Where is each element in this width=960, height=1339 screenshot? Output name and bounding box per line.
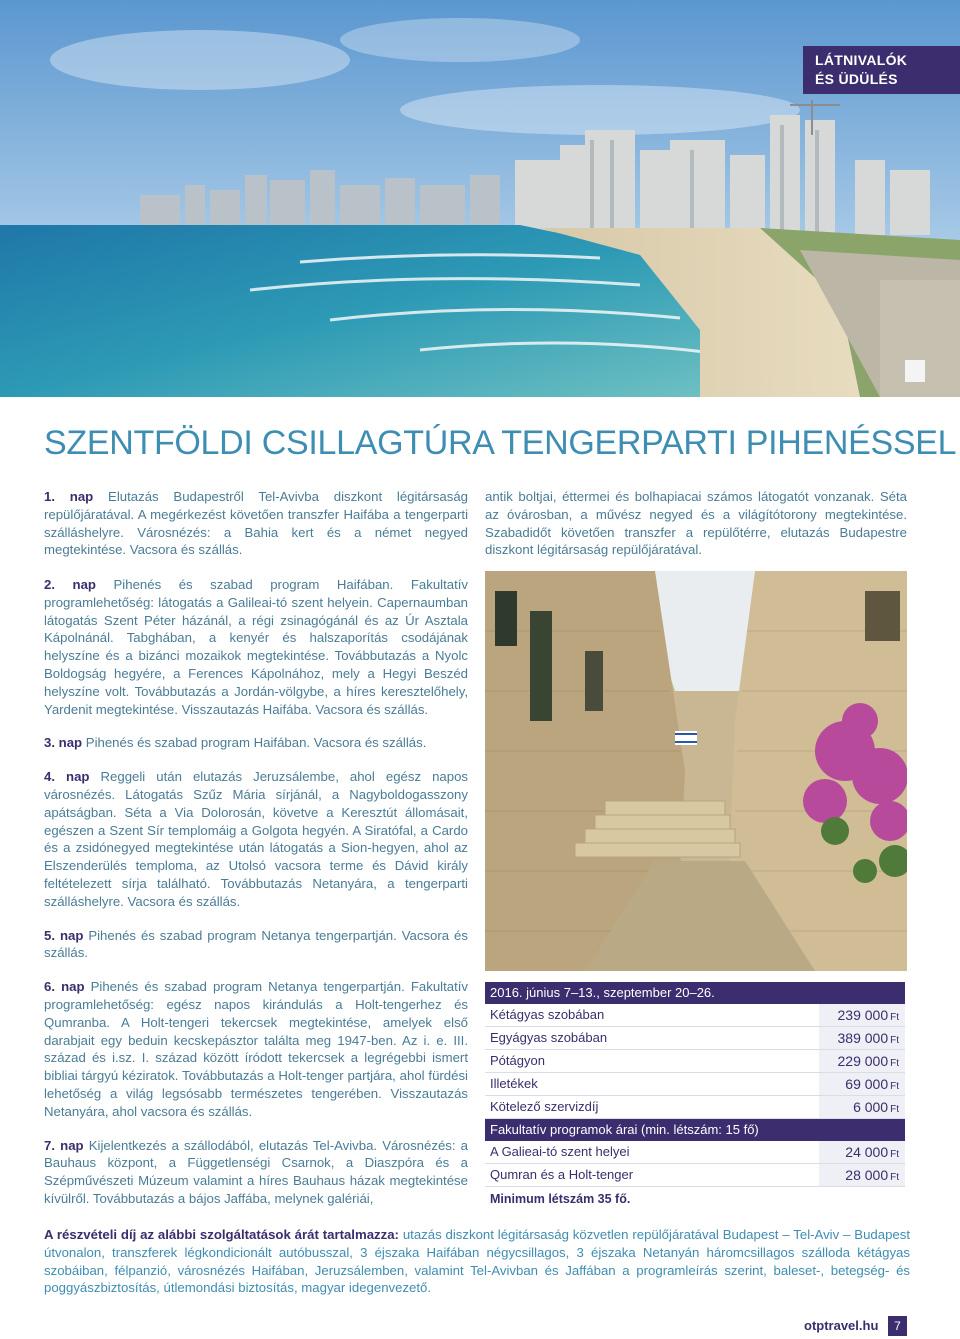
optional-price-row (485, 1164, 905, 1187)
price-unit: Ft (890, 1081, 899, 1092)
price-label: Egyágyas szobában (490, 1030, 608, 1045)
day-label: 3. nap (44, 735, 83, 751)
day-label: 1. nap (44, 489, 94, 504)
day-7-continuation: antik boltjai, éttermei és bolhapiacai számos látogatót vonzanak. Séta az óvárosban, a művész negyed és a világítótorony megtekintése. Szabadidőt követően transzfer a repülőtérre, elutazás Budapestre diszkont légitársaság repülőjáratával. (485, 489, 907, 558)
included-services-text: utazás diszkont légitársaság közvetlen repülőjáratával Budapest – Tel-Aviv – Budapest útvonalon, transzferek légkondicionált autóbusszal, 3 éjszaka Haifában négycsillagos, 3 éjszaka Netanyán háromcsillagos szálloda kétágyas szobáiban, félpanzió, városnézés Haifában, Jeruzsálemben, valamint Tel-Avivban és Jaffában a programleírás szerint, baleset-, betegség- és poggyászbiztosítás, útlemondási biztosítás, magyar idegenvezető. (44, 1227, 911, 1296)
itinerary-column-left-top (44, 488, 468, 575)
category-badge (803, 46, 960, 94)
page-title: SZENTFÖLDI CSILLAGTÚRA TENGERPARTI PIHENÉSSEL (44, 424, 957, 462)
day-1 (44, 488, 468, 559)
price-value (819, 1096, 905, 1118)
price-row (485, 1050, 905, 1073)
price-value (819, 1027, 905, 1049)
price-amount: 28 000 (845, 1167, 889, 1183)
price-label: Kötelező szervizdíj (490, 1099, 599, 1114)
price-unit: Ft (890, 1035, 899, 1046)
day-label: 7. nap (44, 1137, 84, 1153)
day-text: Reggeli után elutazás Jeruzsálembe, ahol egész napos városnézés. Látogatás Szűz Mária sírjánál, a Nagyboldogasszony apátságban. Séta a Via Dolorosán, követve a Keresztút állomásait, egészen a Szent Sír templomáig a Golgota hegyén. A Siratófal, a Cardo és a zsidónegyed megtekintése után látogatás a Sion-hegyen, ahol az Elszenderülés temploma, az Utolsó vacsora terme és Dávid király feltételezett sírja található. Továbbutazás Netanyára, a tengerparti szálláshelyre. Vacsora és szállás. (44, 769, 469, 909)
price-value (819, 1050, 905, 1072)
price-unit: Ft (890, 1058, 899, 1069)
page-number: 7 (888, 1316, 907, 1336)
badge-line-2: ÉS ÜDÜLÉS (815, 71, 898, 87)
day-3 (44, 734, 468, 752)
price-label: Pótágyon (490, 1053, 545, 1068)
hero-photo-tel-aviv-coast (0, 0, 960, 397)
day-6 (44, 978, 468, 1120)
price-label: A Galieai-tó szent helyei (490, 1144, 630, 1159)
price-value (819, 1004, 905, 1026)
price-amount: 6 000 (853, 1099, 889, 1115)
minimum-participants: Minimum létszám 35 fő. (490, 1192, 631, 1206)
itinerary-column-left (44, 576, 468, 1224)
day-text: Pihenés és szabad program Haifában. Fakultatív programlehetőség: látogatás a Galileai-tó szent helyein. Capernaumban látogatás Szent Péter házánál, a régi zsinagógánál és az Úr Asztala Kápolnánál. Tabghában, a kenyér és halszaporítás csodájának helyszíne és a bizánci mozaikok megtekintése. Továbbutazás a Nyolc Boldogság hegyére, a Ferences Kápolnához, mely a Hegyi Beszéd helyszíne volt. Továbbutazás a Jordán-völgybe, a híres keresztelőhely, Yardenit megtekintése. Visszautazás Haifába. Vacsora és szállás. (44, 577, 468, 717)
price-label: Kétágyas szobában (490, 1007, 605, 1022)
price-row (485, 1073, 905, 1096)
day-label: 6. nap (44, 979, 85, 995)
price-amount: 389 000 (837, 1030, 889, 1046)
price-label: Qumran és a Holt-tenger (490, 1167, 634, 1182)
photo-jaffa-alley (485, 571, 907, 971)
price-value (819, 1141, 905, 1163)
day-5 (44, 927, 468, 963)
day-text: Kijelentkezés a szállodából, elutazás Tel-Avivba. Városnézés: a Bauhaus központ, a Függetlenségi Csarnok, a Diaszpóra és a Szépművészeti Múzeum valamint a híres Bauhaus házak megtekintése kívülről. Továbbutazás a bájos Jaffába, melynek galériái, (44, 1137, 469, 1206)
price-row (485, 1096, 905, 1119)
price-amount: 69 000 (845, 1076, 889, 1092)
day-text: Pihenés és szabad program Netanya tengerpartján. Vacsora és szállás. (44, 927, 468, 961)
price-amount: 239 000 (837, 1007, 889, 1023)
price-row (485, 1004, 905, 1027)
day-7 (44, 1137, 468, 1208)
price-row (485, 1027, 905, 1050)
badge-line-1: LÁTNIVALÓK (815, 52, 908, 68)
itinerary-column-right (485, 488, 907, 575)
price-unit: Ft (890, 1149, 899, 1160)
day-label: 5. nap (44, 927, 84, 943)
price-amount: 24 000 (845, 1144, 889, 1160)
optional-programs-header: Fakultatív programok árai (min. létszám: 15 fő) (485, 1119, 905, 1141)
day-label: 2. nap (44, 577, 96, 592)
price-table-dates: 2016. június 7–13., szeptember 20–26. (485, 982, 905, 1004)
price-unit: Ft (890, 1012, 899, 1023)
price-unit: Ft (890, 1104, 899, 1115)
day-text: Elutazás Budapestről Tel-Avivba diszkont légitársaság repülőjáratával. A megérkezést követően transzfer Haifába a tengerparti szálláshelyre. Városnézés: a Bahia kert és a német negyed megtekintése. Vacsora és szállás. (44, 489, 469, 558)
website-link[interactable]: otptravel.hu (804, 1318, 879, 1333)
day-text: Pihenés és szabad program Haifában. Vacsora és szállás. (82, 735, 427, 751)
price-value (819, 1073, 905, 1095)
day-2 (44, 576, 468, 718)
included-services-lead: A részvételi díj az alábbi szolgáltatások árát tartalmazza: (44, 1227, 399, 1242)
price-amount: 229 000 (837, 1053, 889, 1069)
day-4 (44, 768, 468, 910)
price-unit: Ft (890, 1172, 899, 1183)
price-table (485, 982, 905, 1211)
price-value (819, 1164, 905, 1186)
included-services (44, 1226, 910, 1297)
day-label: 4. nap (44, 769, 90, 785)
optional-price-row (485, 1141, 905, 1164)
day-text: Pihenés és szabad program Netanya tengerpartján. Fakultatív programlehetőség: egész napos kirándulás a Holt-tengerhez és Qumranba. A Holt-tengeri tekercsek megtekintése, amelyek első darabjait egy beduin kecskepásztor találta meg 1947-ben. Az i. e. III. század és i.sz. I. század között íródott tekercsek a legrégebbi ismert bibliai tárgyú kéziratok. Továbbutazás a Holt-tenger partjára, ahol fürdési lehetőség a világ legsósabb természetes tengerében. Visszautazás Netanyára, ahol vacsora és szállás. (44, 979, 468, 1119)
price-label: Illetékek (490, 1076, 538, 1091)
